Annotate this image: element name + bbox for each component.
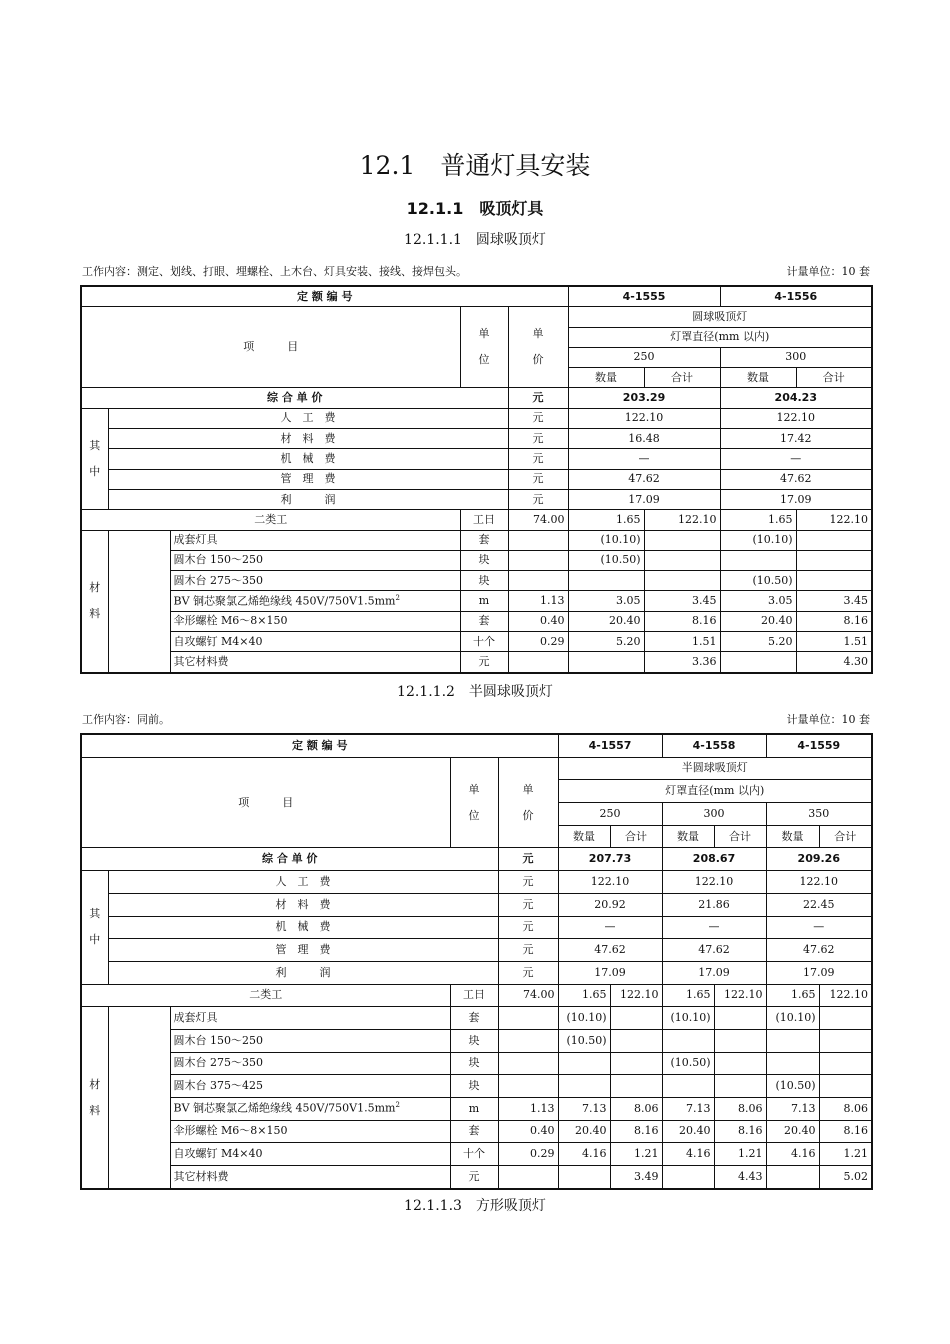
labor-unit: 工日 (460, 510, 508, 530)
material-cell: 3.49 (610, 1166, 662, 1189)
material-cell: 8.16 (796, 611, 872, 631)
cost-value: 122.10 (766, 871, 872, 894)
code-4-1558: 4-1558 (662, 734, 766, 757)
material-cell (766, 1029, 819, 1052)
material-cell: (10.10) (662, 1007, 714, 1030)
cost-value: — (558, 916, 662, 939)
material-row (81, 591, 872, 611)
material-cell (714, 1075, 766, 1098)
material-row (81, 1098, 872, 1121)
cost-label: 机 械 费 (108, 449, 508, 469)
cost-value: 17.09 (568, 489, 720, 509)
cost-value: 21.86 (662, 893, 766, 916)
cost-unit: 元 (508, 489, 568, 509)
material-row (81, 632, 872, 652)
material-row (81, 652, 872, 673)
material-row (81, 550, 872, 570)
material-unit: 块 (460, 571, 508, 591)
qty-header: 数量 (568, 368, 644, 388)
section2-meta (82, 711, 870, 727)
size-300: 300 (662, 803, 766, 826)
cost-value: 122.10 (568, 408, 720, 428)
material-row (81, 1120, 872, 1143)
material-cell: (10.50) (662, 1052, 714, 1075)
total-header: 合计 (796, 368, 872, 388)
table-row (81, 961, 872, 984)
material-name: 成套灯具 (170, 530, 460, 550)
material-cell: (10.50) (568, 550, 644, 570)
among-label: 其 中 (81, 408, 108, 509)
material-unit: 十个 (450, 1143, 498, 1166)
material-unit: 块 (450, 1052, 498, 1075)
price-header: 单 价 (498, 757, 558, 848)
material-cell (714, 1029, 766, 1052)
unit-header: 单 位 (450, 757, 498, 848)
material-cell (610, 1052, 662, 1075)
section-subtitle: 12.1.1 吸顶灯具 (406, 199, 544, 218)
code-4-1556: 4-1556 (720, 286, 872, 307)
composite-unit: 元 (498, 848, 558, 871)
qty-header: 数量 (558, 825, 610, 848)
material-unit: 套 (450, 1007, 498, 1030)
size-250: 250 (558, 803, 662, 826)
material-row (81, 1143, 872, 1166)
material-cell: 3.05 (568, 591, 644, 611)
composite-value: 203.29 (568, 388, 720, 408)
composite-value: 208.67 (662, 848, 766, 871)
section2-work-content: 工作内容：同前。 (82, 713, 170, 726)
material-cell: 8.06 (714, 1098, 766, 1121)
material-cell (610, 1007, 662, 1030)
material-cell (644, 530, 720, 550)
section2-heading: 12.1.1.2 半圆球吸顶灯 (397, 684, 553, 700)
material-unit: m (450, 1098, 498, 1121)
composite-unit: 元 (508, 388, 568, 408)
material-unit: 套 (450, 1120, 498, 1143)
cost-value: — (720, 449, 872, 469)
table-row (81, 984, 872, 1007)
material-name: BV 铜芯聚氯乙烯绝缘线 $450V/750V1.5mm^2$ (170, 591, 460, 611)
material-cell: 1.21 (610, 1143, 662, 1166)
material-cell: (10.50) (766, 1075, 819, 1098)
cost-value: 47.62 (766, 939, 872, 962)
material-cell (644, 571, 720, 591)
material-cell: 8.16 (819, 1120, 872, 1143)
cost-value: 20.92 (558, 893, 662, 916)
labor-cell: 122.10 (610, 984, 662, 1007)
cost-value: 17.09 (766, 961, 872, 984)
material-cell (766, 1052, 819, 1075)
unit-header: 单 位 (460, 307, 508, 388)
material-cell (796, 530, 872, 550)
material-row (81, 1007, 872, 1030)
material-cell (714, 1007, 766, 1030)
table-row (81, 893, 872, 916)
page-title: 12.1 普通灯具安装 (359, 151, 591, 180)
material-unit: 元 (460, 652, 508, 673)
material-price: 0.29 (498, 1143, 558, 1166)
material-cell (819, 1007, 872, 1030)
material-cell (720, 652, 796, 673)
material-price (508, 550, 568, 570)
material-cell: 20.40 (720, 611, 796, 631)
material-cell: 5.20 (568, 632, 644, 652)
cost-value: 17.09 (720, 489, 872, 509)
cost-value: 16.48 (568, 429, 720, 449)
qty-header: 数量 (766, 825, 819, 848)
material-cell (568, 571, 644, 591)
material-cell: 20.40 (766, 1120, 819, 1143)
qty-header: 数量 (662, 825, 714, 848)
cost-label: 利 润 (108, 489, 508, 509)
material-name: 伞形螺栓 M6～8×150 (170, 611, 460, 631)
table-row (81, 449, 872, 469)
material-row (81, 1166, 872, 1189)
cost-label: 管 理 费 (108, 469, 508, 489)
price-header: 单 价 (508, 307, 568, 388)
material-price: 1.13 (498, 1098, 558, 1121)
cost-value: — (662, 916, 766, 939)
material-price (508, 530, 568, 550)
material-cell (819, 1075, 872, 1098)
material-cell: (10.10) (558, 1007, 610, 1030)
cost-label: 材 料 费 (108, 429, 508, 449)
labor-cell: 122.10 (819, 984, 872, 1007)
cost-value: 22.45 (766, 893, 872, 916)
material-cell: (10.10) (766, 1007, 819, 1030)
material-name: 圆木台 275～350 (170, 1052, 450, 1075)
labor-cell: 1.65 (766, 984, 819, 1007)
material-name: 其它材料费 (170, 1166, 450, 1189)
labor-price: 74.00 (498, 984, 558, 1007)
material-cell: 5.02 (819, 1166, 872, 1189)
cost-label: 人 工 费 (108, 871, 498, 894)
material-row (81, 1052, 872, 1075)
material-cell: 20.40 (568, 611, 644, 631)
material-cell (558, 1075, 610, 1098)
material-name: 自攻螺钉 M4×40 (170, 632, 460, 652)
among-label: 其 中 (81, 871, 108, 984)
material-price (498, 1052, 558, 1075)
material-cell: 7.13 (766, 1098, 819, 1121)
total-header: 合计 (819, 825, 872, 848)
material-price (498, 1029, 558, 1052)
cost-unit: 元 (498, 961, 558, 984)
cost-value: — (568, 449, 720, 469)
material-row (81, 611, 872, 631)
material-row (81, 1029, 872, 1052)
material-cell: (10.50) (720, 571, 796, 591)
cost-value: 17.09 (558, 961, 662, 984)
material-unit: 块 (450, 1029, 498, 1052)
cost-value: 47.62 (558, 939, 662, 962)
qty-header: 数量 (720, 368, 796, 388)
labor-price: 74.00 (508, 510, 568, 530)
material-cell (558, 1166, 610, 1189)
cost-unit: 元 (498, 939, 558, 962)
material-name: 伞形螺栓 M6～8×150 (170, 1120, 450, 1143)
cost-label: 管 理 费 (108, 939, 498, 962)
material-cell: 3.45 (796, 591, 872, 611)
total-header: 合计 (714, 825, 766, 848)
cost-unit: 元 (508, 469, 568, 489)
labor-cell: 122.10 (796, 510, 872, 530)
material-cell: (10.10) (568, 530, 644, 550)
material-cell: 4.16 (558, 1143, 610, 1166)
material-cell: (10.10) (720, 530, 796, 550)
cost-value: — (766, 916, 872, 939)
cost-value: 122.10 (720, 408, 872, 428)
cost-unit: 元 (498, 871, 558, 894)
table-row (81, 429, 872, 449)
material-name: 自攻螺钉 M4×40 (170, 1143, 450, 1166)
material-unit: 套 (460, 611, 508, 631)
material-cell: 4.43 (714, 1166, 766, 1189)
item-header: 项 目 (81, 307, 460, 388)
material-cell (714, 1052, 766, 1075)
cost-value: 122.10 (662, 871, 766, 894)
composite-value: 209.26 (766, 848, 872, 871)
section1-meta (82, 263, 870, 279)
material-row (81, 530, 872, 550)
material-cell: 1.51 (644, 632, 720, 652)
cost-unit: 元 (498, 893, 558, 916)
section1-table (80, 285, 873, 674)
code-4-1559: 4-1559 (766, 734, 872, 757)
material-price (498, 1166, 558, 1189)
materials-label: 材 料 (81, 530, 108, 673)
quota-no-label: 定 额 编 号 (81, 286, 568, 307)
labor-cell: 1.65 (662, 984, 714, 1007)
material-unit: m (460, 591, 508, 611)
table-row (81, 916, 872, 939)
size-350: 350 (766, 803, 872, 826)
labor-label: 二类工 (81, 984, 450, 1007)
material-cell: (10.50) (558, 1029, 610, 1052)
cost-label: 机 械 费 (108, 916, 498, 939)
material-unit: 块 (450, 1075, 498, 1098)
table-row (81, 510, 872, 530)
material-cell: 20.40 (662, 1120, 714, 1143)
materials-blank (108, 1007, 170, 1189)
material-cell: 5.20 (720, 632, 796, 652)
material-cell (610, 1075, 662, 1098)
labor-cell: 122.10 (714, 984, 766, 1007)
material-name: 其它材料费 (170, 652, 460, 673)
material-cell: 8.06 (819, 1098, 872, 1121)
material-name: 圆木台 275～350 (170, 571, 460, 591)
material-cell: 1.21 (819, 1143, 872, 1166)
quota-no-label: 定 额 编 号 (81, 734, 558, 757)
material-row (81, 571, 872, 591)
material-cell (819, 1029, 872, 1052)
section2-unit: 计量单位：10 套 (786, 713, 870, 726)
cost-unit: 元 (498, 916, 558, 939)
material-name: BV 铜芯聚氯乙烯绝缘线 $450V/750V1.5mm^2$ (170, 1098, 450, 1121)
material-price (508, 571, 568, 591)
diameter-header: 灯罩直径(mm 以内) (568, 327, 872, 347)
material-cell (558, 1052, 610, 1075)
material-price: 0.40 (498, 1120, 558, 1143)
cost-value: 122.10 (558, 871, 662, 894)
diameter-header: 灯罩直径(mm 以内) (558, 780, 872, 803)
cost-value: 47.62 (662, 939, 766, 962)
material-cell: 8.16 (714, 1120, 766, 1143)
material-cell: 3.36 (644, 652, 720, 673)
material-name: 圆木台 150～250 (170, 550, 460, 570)
table-row (81, 871, 872, 894)
materials-blank (108, 530, 170, 673)
composite-price-label: 综 合 单 价 (81, 848, 498, 871)
table-row (81, 408, 872, 428)
material-cell: 4.16 (662, 1143, 714, 1166)
material-cell: 1.21 (714, 1143, 766, 1166)
section2-table (80, 733, 873, 1190)
material-name: 圆木台 375～425 (170, 1075, 450, 1098)
material-cell: 8.06 (610, 1098, 662, 1121)
lamp-name: 半圆球吸顶灯 (558, 757, 872, 780)
item-header: 项 目 (81, 757, 450, 848)
material-cell (568, 652, 644, 673)
material-name: 成套灯具 (170, 1007, 450, 1030)
material-price (508, 652, 568, 673)
total-header: 合计 (644, 368, 720, 388)
material-price: 0.40 (508, 611, 568, 631)
material-cell: 20.40 (558, 1120, 610, 1143)
total-header: 合计 (610, 825, 662, 848)
cost-value: 47.62 (720, 469, 872, 489)
material-cell: 8.16 (610, 1120, 662, 1143)
cost-value: 47.62 (568, 469, 720, 489)
material-cell (766, 1166, 819, 1189)
composite-value: 204.23 (720, 388, 872, 408)
section3-heading: 12.1.1.3 方形吸顶灯 (404, 1198, 546, 1214)
material-price (498, 1007, 558, 1030)
material-unit: 十个 (460, 632, 508, 652)
labor-cell: 1.65 (558, 984, 610, 1007)
cost-label: 利 润 (108, 961, 498, 984)
material-cell (720, 550, 796, 570)
table-row (81, 939, 872, 962)
labor-cell: 1.65 (568, 510, 644, 530)
section1-work-content: 工作内容：测定、划线、打眼、埋螺栓、上木台、灯具安装、接线、接焊包头。 (82, 265, 467, 278)
cost-value: 17.09 (662, 961, 766, 984)
material-price: 1.13 (508, 591, 568, 611)
material-unit: 套 (460, 530, 508, 550)
material-cell (610, 1029, 662, 1052)
table-row (81, 469, 872, 489)
material-price: 0.29 (508, 632, 568, 652)
lamp-name: 圆球吸顶灯 (568, 307, 872, 327)
material-cell (662, 1075, 714, 1098)
size-250: 250 (568, 347, 720, 367)
material-cell: 7.13 (662, 1098, 714, 1121)
section1-unit: 计量单位：10 套 (786, 265, 870, 278)
labor-label: 二类工 (81, 510, 460, 530)
material-name: 圆木台 150～250 (170, 1029, 450, 1052)
material-row (81, 1075, 872, 1098)
cost-unit: 元 (508, 449, 568, 469)
materials-label: 材 料 (81, 1007, 108, 1189)
material-cell (796, 571, 872, 591)
material-cell: 4.30 (796, 652, 872, 673)
material-cell: 8.16 (644, 611, 720, 631)
material-cell (819, 1052, 872, 1075)
material-price (498, 1075, 558, 1098)
cost-value: 17.42 (720, 429, 872, 449)
material-cell (662, 1029, 714, 1052)
material-cell: 4.16 (766, 1143, 819, 1166)
cost-unit: 元 (508, 408, 568, 428)
composite-value: 207.73 (558, 848, 662, 871)
material-cell (796, 550, 872, 570)
code-4-1555: 4-1555 (568, 286, 720, 307)
cost-label: 材 料 费 (108, 893, 498, 916)
material-cell (644, 550, 720, 570)
material-cell (662, 1166, 714, 1189)
table-row (81, 489, 872, 509)
material-unit: 元 (450, 1166, 498, 1189)
composite-price-label: 综 合 单 价 (81, 388, 508, 408)
material-cell: 3.05 (720, 591, 796, 611)
size-300: 300 (720, 347, 872, 367)
material-cell: 7.13 (558, 1098, 610, 1121)
cost-unit: 元 (508, 429, 568, 449)
labor-cell: 122.10 (644, 510, 720, 530)
section1-heading: 12.1.1.1 圆球吸顶灯 (404, 232, 546, 248)
cost-label: 人 工 费 (108, 408, 508, 428)
labor-cell: 1.65 (720, 510, 796, 530)
material-cell: 3.45 (644, 591, 720, 611)
material-unit: 块 (460, 550, 508, 570)
material-cell: 1.51 (796, 632, 872, 652)
labor-unit: 工日 (450, 984, 498, 1007)
code-4-1557: 4-1557 (558, 734, 662, 757)
